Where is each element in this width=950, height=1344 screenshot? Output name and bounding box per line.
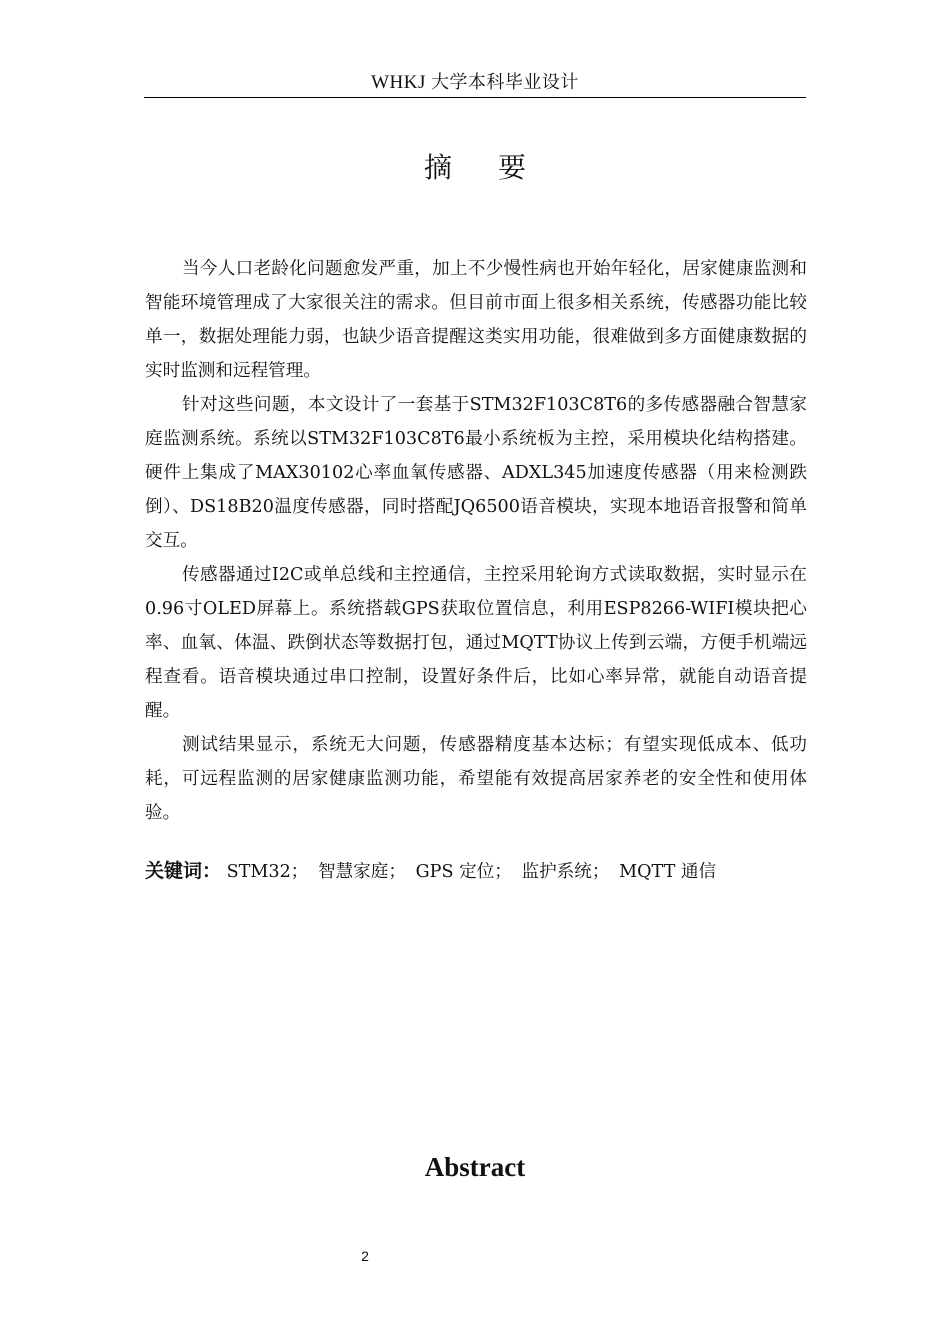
keyword-5: MQTT 通信 (619, 862, 717, 882)
keyword-1: STM32； (226, 862, 309, 882)
paragraph-4: 测试结果显示，系统无大问题，传感器精度基本达标；有望实现低成本、低功耗，可远程监测的居家健康监测功能，希望能有效提高居家养老的安全性和使用体验。 (145, 735, 807, 823)
keyword-2: 智慧家庭； (318, 862, 406, 882)
section-title: 摘要 (423, 151, 572, 184)
abstract-title: Abstract (424, 1152, 526, 1182)
header-chinese-text: 大学本科毕业设计 (430, 72, 579, 93)
paragraph-1: 当今人口老龄化问题愈发严重，加上不少慢性病也开始年轻化，居家健康监测和智能环境管理成了大家很关注的需求。但目前市面上很多相关系统，传感器功能比较单一，数据处理能力弱，也缺少语音提醒这类实用功能，很难做到多方面健康数据的实时监测和远程管理。 (145, 259, 807, 381)
abstract-body (145, 252, 807, 830)
paragraph-3: 传感器通过I2C或单总线和主控通信，主控采用轮询方式读取数据，实时显示在0.96寸OLED屏幕上。系统搭载GPS获取位置信息，利用ESP8266-WIFI模块把心率、血氧、体温、跌倒状态等数据打包，通过MQTT协议上传到云端，方便手机端远程查看。语音模块通过串口控制，设置好条件后，比如心率异常，就能自动语音提醒。 (145, 565, 807, 721)
page-header (144, 68, 806, 98)
keyword-4: 监护系统； (521, 862, 610, 882)
header-latin-text: WHKJ (371, 72, 426, 93)
page-number: 2 (361, 1248, 369, 1264)
keywords-line (145, 854, 807, 889)
keywords-label: 关键词： (145, 860, 222, 882)
paragraph-2: 针对这些问题，本文设计了一套基于STM32F103C8T6的多传感器融合智慧家庭监测系统。系统以STM32F103C8T6最小系统板为主控，采用模块化结构搭建。硬件上集成了MAX30102心率血氧传感器、ADXL345加速度传感器（用来检测跌倒）、DS18B20温度传感器，同时搭配JQ6500语音模块，实现本地语音报警和简单交互。 (145, 395, 807, 551)
keyword-3: GPS 定位； (415, 862, 512, 882)
